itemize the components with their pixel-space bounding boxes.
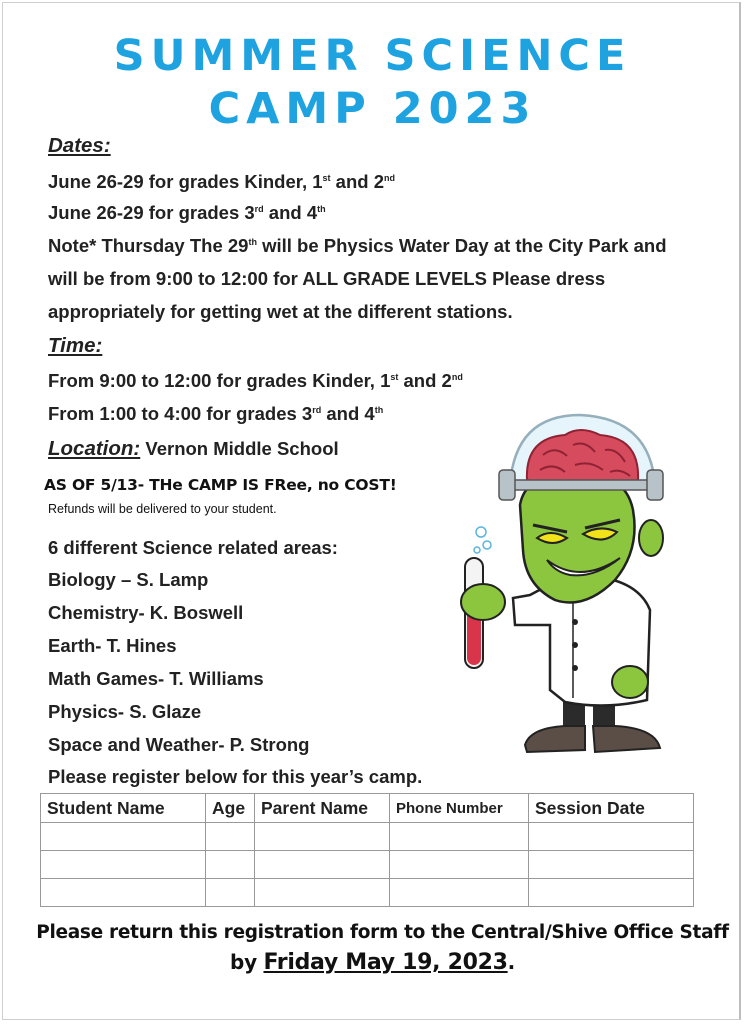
phone-number-cell[interactable] (390, 851, 529, 879)
header-session-date: Session Date (529, 794, 694, 823)
note-line-1: Note* Thursday The 29th will be Physics Water Day at the City Park and (48, 235, 667, 256)
age-cell[interactable] (206, 823, 255, 851)
time-heading: Time: (48, 334, 103, 357)
dates-line-1: June 26-29 for grades Kinder, 1st and 2nd (48, 171, 396, 192)
return-instruction: Please return this registration form to the Central/Shive Office Staff (36, 922, 729, 943)
note-line-2: will be from 9:00 to 12:00 for ALL GRADE LEVELS Please dress (48, 268, 606, 289)
student-name-cell[interactable] (41, 823, 206, 851)
area-item: Chemistry- K. Boswell (48, 602, 244, 623)
zombie-scientist-illustration (455, 410, 685, 770)
table-row (41, 879, 694, 907)
dates-line-2: June 26-29 for grades 3rd and 4th (48, 202, 326, 223)
registration-table (40, 793, 694, 907)
session-date-cell[interactable] (529, 823, 694, 851)
title-line-1: SUMMER SCIENCE (113, 31, 632, 81)
area-item: Math Games- T. Williams (48, 668, 264, 689)
time-line-2: From 1:00 to 4:00 for grades 3rd and 4th (48, 403, 384, 424)
phone-number-cell[interactable] (390, 879, 529, 907)
header-student-name: Student Name (41, 794, 206, 823)
session-date-cell[interactable] (529, 879, 694, 907)
note-line-3: appropriately for getting wet at the different stations. (48, 301, 513, 322)
location-line (48, 437, 339, 461)
free-camp-notice: AS OF 5/13- THe CAMP IS FRee, no COST! (44, 476, 397, 494)
parent-name-cell[interactable] (255, 823, 390, 851)
location-value: Vernon Middle School (140, 438, 339, 459)
area-item: Earth- T. Hines (48, 635, 177, 656)
deadline-date: Friday May 19, 2023 (263, 950, 508, 975)
title-line-2: CAMP 2023 (208, 84, 537, 134)
area-item: Physics- S. Glaze (48, 701, 202, 722)
parent-name-cell[interactable] (255, 851, 390, 879)
dates-heading: Dates: (48, 134, 111, 157)
age-cell[interactable] (206, 851, 255, 879)
header-parent-name: Parent Name (255, 794, 390, 823)
phone-number-cell[interactable] (390, 823, 529, 851)
time-line-1: From 9:00 to 12:00 for grades Kinder, 1st and 2nd (48, 370, 463, 391)
areas-heading: 6 different Science related areas: (48, 537, 338, 558)
student-name-cell[interactable] (41, 879, 206, 907)
register-instruction: Please register below for this year’s camp. (48, 766, 423, 787)
header-phone-number: Phone Number (390, 794, 529, 823)
area-item: Space and Weather- P. Strong (48, 734, 310, 755)
table-row (41, 823, 694, 851)
table-row (41, 851, 694, 879)
deadline-line: by Friday May 19, 2023. (230, 950, 515, 975)
student-name-cell[interactable] (41, 851, 206, 879)
area-item: Biology – S. Lamp (48, 569, 209, 590)
header-age: Age (206, 794, 255, 823)
table-header-row (41, 794, 694, 823)
location-heading: Location: (48, 437, 141, 460)
session-date-cell[interactable] (529, 851, 694, 879)
refund-note: Refunds will be delivered to your student. (48, 502, 277, 516)
age-cell[interactable] (206, 879, 255, 907)
parent-name-cell[interactable] (255, 879, 390, 907)
